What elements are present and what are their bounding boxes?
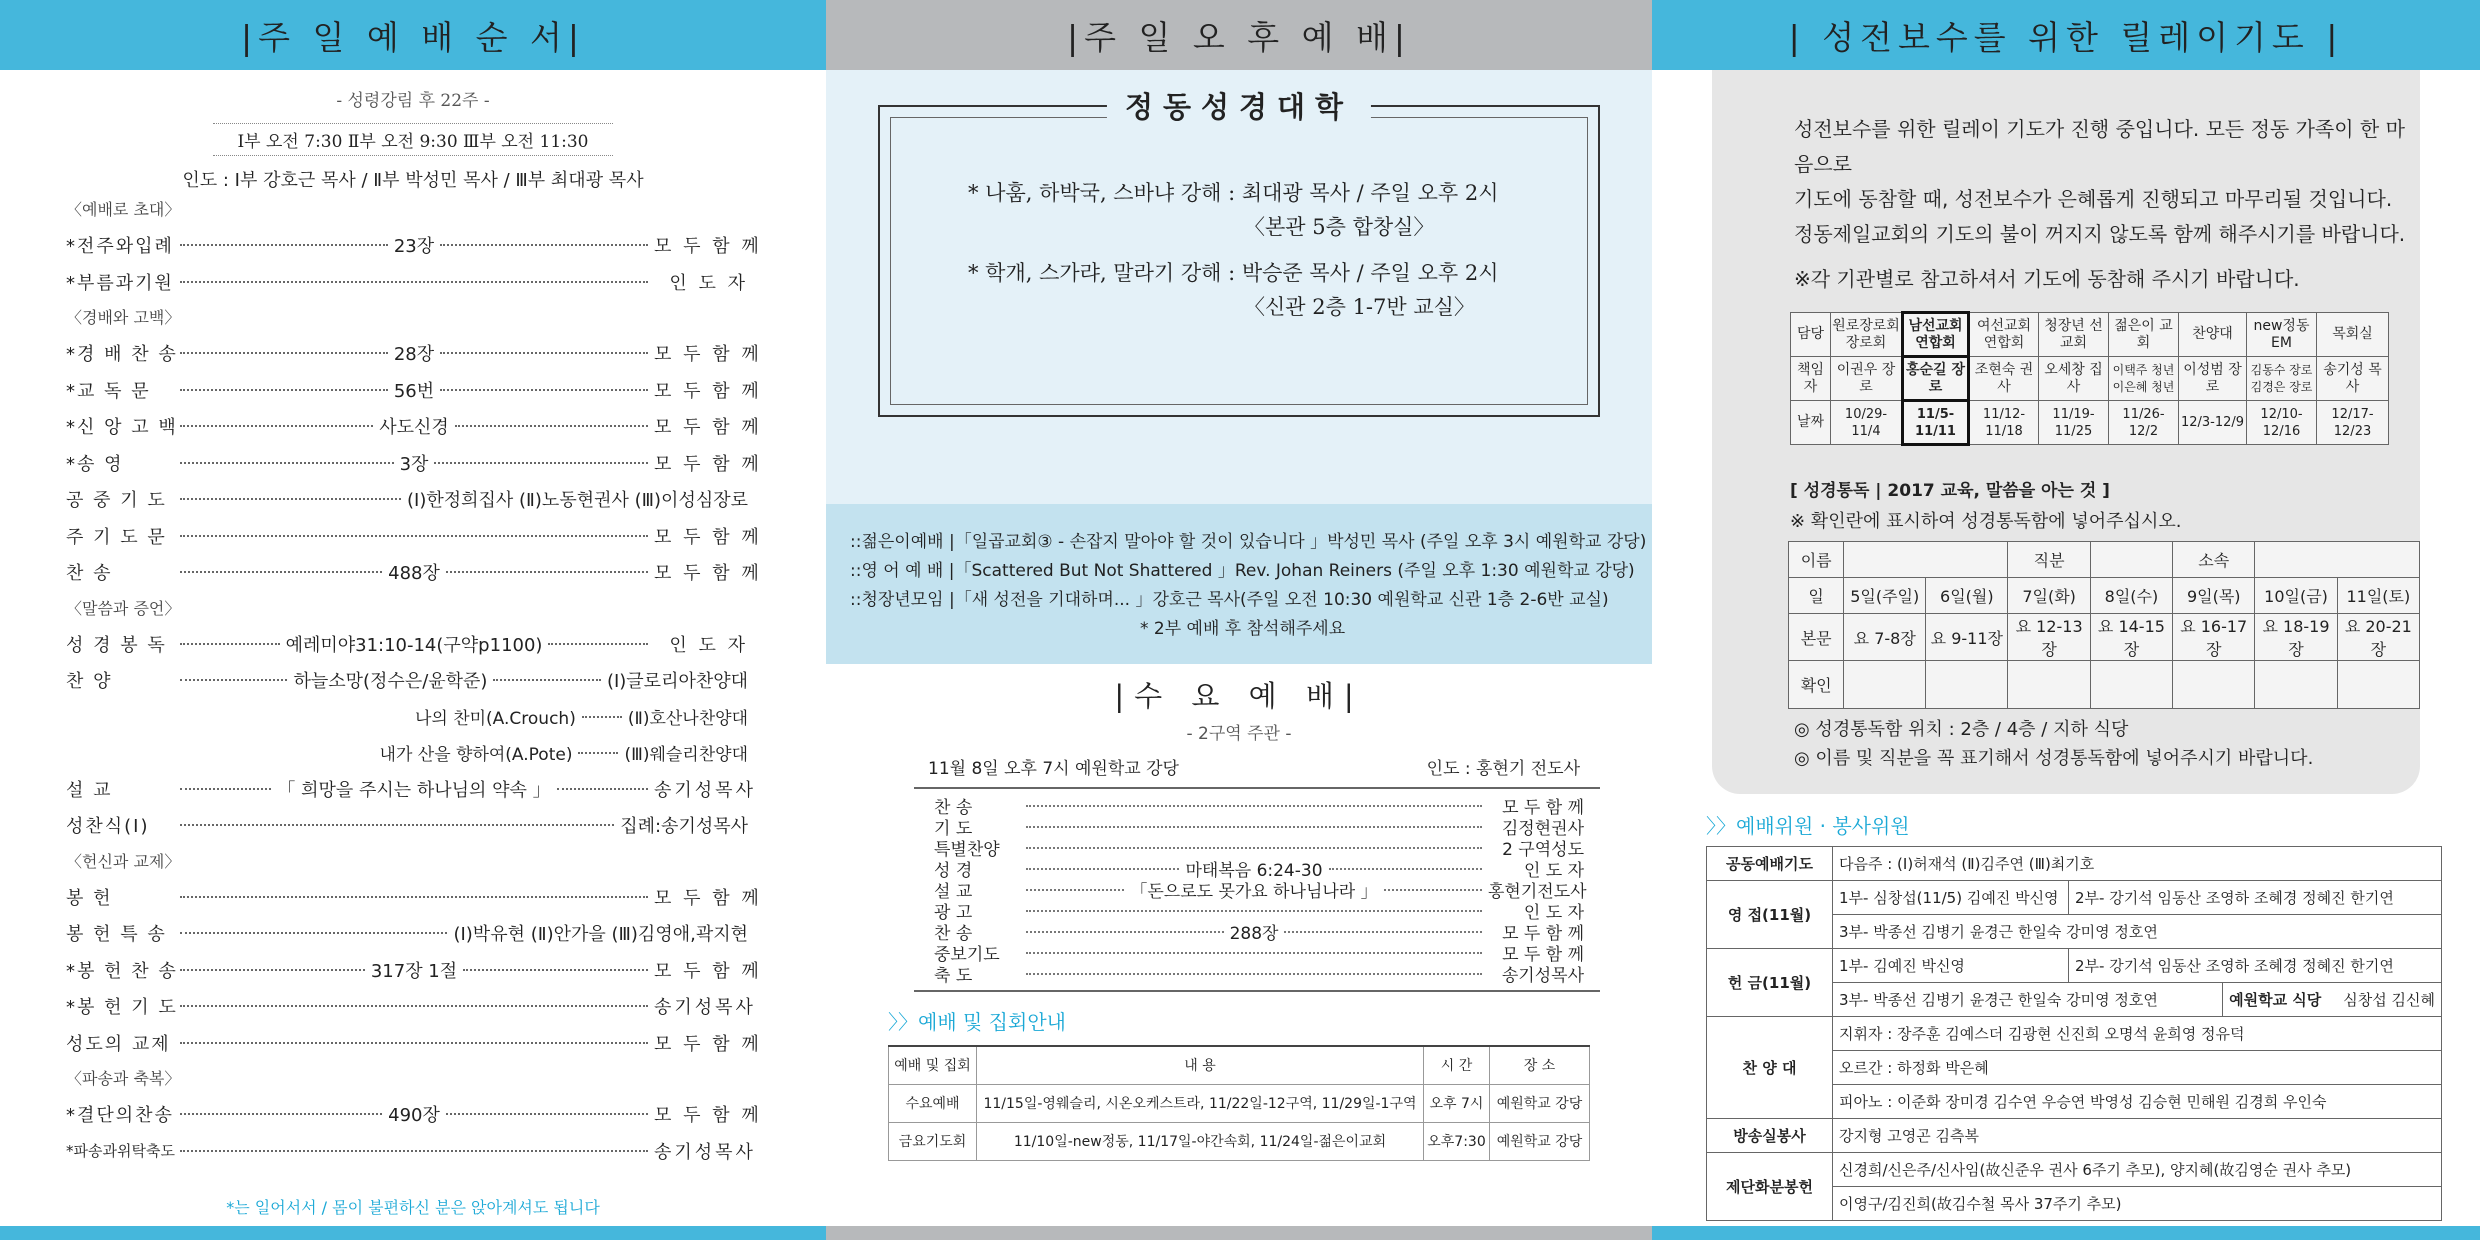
wed-row: 특별찬양 2 구역성도	[934, 840, 1584, 860]
panel-title: |주 일 예 배 순 서|	[0, 0, 826, 70]
order-row: 공 중 기 도 (Ⅰ)한정희집사 (Ⅱ)노동현권사 (Ⅲ)이성심장로	[66, 490, 748, 512]
section-label: 〈파송과 축복〉	[66, 1069, 181, 1088]
meeting-note: * 2부 예배 후 참석해주세요	[1140, 619, 1346, 639]
relay-prayer-panel	[1652, 0, 2480, 1240]
table-row: 3부- 박종선 김병기 윤경근 한일숙 강미영 정호연	[1707, 915, 2442, 949]
order-row: *송 영 3장 모 두 함 께	[66, 453, 762, 475]
wednesday-leader: 인도 : 홍현기 전도사	[1426, 759, 1580, 779]
panel-title: | 성전보수를 위한 릴레이기도 |	[1652, 0, 2480, 70]
course-line: * 학개, 스가랴, 말라기 강해 : 박승준 목사 / 주일 오후 2시	[968, 261, 1499, 285]
table-row: 공동예배기도 다음주 : (Ⅰ)허재석 (Ⅱ)김주연 (Ⅲ)최기호	[1707, 847, 2442, 881]
wednesday-section	[826, 664, 1652, 1226]
table-row: 3부- 박종선 김병기 윤경근 한일숙 강미영 정호연 예원학교 식당 심창섭 김신혜	[1707, 983, 2442, 1017]
check-box[interactable]	[2255, 661, 2337, 709]
order-row: 주 기 도 문 모 두 함 께	[66, 526, 762, 548]
order-row: *파송과위탁축도 송기성목사	[66, 1141, 756, 1163]
check-box[interactable]	[2337, 661, 2419, 709]
group-field[interactable]	[2255, 542, 2420, 578]
table-row: 담당 원로장로회 장로회 남선교회 연합회 여선교회 연합회 청장년 선교회 젊은이 교회 찬양대 new정동 EM 목회실	[1791, 313, 2389, 357]
wed-row: 광 고 인 도 자	[934, 903, 1584, 923]
bible-box-instruction: ◎ 이름 및 직분을 꼭 표기해서 성경통독함에 넣어주시기 바랍니다.	[1794, 748, 2314, 769]
course-room: 〈신관 2층 1-7반 교실〉	[1244, 295, 1475, 319]
order-row: 성도의 교제 모 두 함 께	[66, 1033, 762, 1055]
check-box[interactable]	[1926, 661, 2008, 709]
order-row: *경 배 찬 송 28장 모 두 함 께	[66, 344, 762, 366]
wed-row: 중보기도 모 두 함 께	[934, 945, 1584, 965]
intro-line: 기도에 동참할 때, 성전보수가 은혜롭게 진행되고 마무리될 것입니다.	[1794, 187, 2393, 211]
section-label: 〈헌신과 교제〉	[66, 851, 181, 871]
order-row: 설 교 「 희망을 주시는 하나님의 약속 」 송기성목사	[66, 779, 756, 801]
order-row: *교 독 문 56번 모 두 함 께	[66, 380, 762, 402]
wednesday-title: |수 요 예 배|	[1114, 679, 1364, 713]
bottom-bar	[0, 1226, 826, 1240]
bible-reading-table	[1788, 541, 2420, 709]
order-row: 성찬식(Ⅰ) 집례:송기성목사	[66, 816, 748, 838]
table-row: 날짜 10/29-11/4 11/5-11/11 11/12-11/18 11/19-11/25 11/26-12/2 12/3-12/9 12/10-12/16 12/17-12/23	[1791, 401, 2389, 445]
volunteers-table	[1706, 846, 2442, 1221]
bible-box-location: ◎ 성경통독함 위치 : 2층 / 4층 / 지하 식당	[1794, 719, 2129, 740]
order-row: *신 앙 고 백 사도신경 모 두 함 께	[66, 417, 762, 439]
wed-row: 축 도 송기성목사	[934, 966, 1584, 986]
wed-row: 찬 송 288장 모 두 함 께	[934, 924, 1584, 944]
bottom-bar	[826, 1226, 1652, 1240]
course-room: 〈본관 5층 합창실〉	[1244, 215, 1435, 239]
meeting-line: ::영 어 예 배 |「Scattered But Not Shattered 」Rev. Johan Reiners (주일 오후 1:30 예원학교 강당)	[850, 561, 1635, 581]
sunday-afternoon-panel	[826, 0, 1652, 1240]
wednesday-order	[914, 787, 1600, 992]
table-row: 금요기도회 11/10일-new정동, 11/17일-야간속회, 11/24일-젊은이교회 오후7:30 예원학교 강당	[889, 1122, 1590, 1160]
meeting-info-table	[888, 1045, 1590, 1161]
table-row: 헌 금(11월) 1부- 김예진 박신영 2부- 강기석 임동산 조영하 조혜경 정혜진 한기연	[1707, 949, 2442, 983]
relay-prayer-box	[1712, 70, 2420, 794]
table-row: 책임자 이권우 장로 홍순길 장로 조현숙 권사 오세창 집사 이택주 청년 이은혜 청년 이성범 장로 김동수 장로 김경은 장로 송기성 목사	[1791, 357, 2389, 401]
course-line: * 나훔, 하박국, 스바냐 강해 : 최대광 목사 / 주일 오후 2시	[968, 181, 1499, 205]
table-row: 일 5일(주일) 6일(월) 7일(화) 8일(수) 9일(목) 10일(금) 11일(토)	[1789, 578, 2420, 614]
praise-row: 나의 찬미(A.Crouch) (Ⅱ)호산나찬양대	[414, 709, 748, 729]
table-row: 방송실봉사 강지형 고영곤 김측복	[1707, 1119, 2442, 1153]
order-row: 봉 헌 모 두 함 께	[66, 887, 762, 909]
wed-row: 기 도 김정현권사	[934, 819, 1584, 839]
meeting-line: ::젊은이예배 |「일곱교회③ - 손잡지 말아야 할 것이 있습니다 」박성민 목사 (주일 오후 3시 예원학교 강당)	[850, 532, 1647, 552]
meeting-info-title: 〉〉예배 및 집회안내	[888, 1010, 1066, 1034]
check-box[interactable]	[2173, 661, 2255, 709]
table-row: 영 접(11월) 1부- 심창섭(11/5) 김예진 박신영 2부- 강기석 임동산 조영하 조혜경 정혜진 한기연	[1707, 881, 2442, 915]
table-row: 확인	[1789, 661, 2420, 709]
section-label: 〈경배와 고백〉	[66, 308, 181, 327]
table-row: 오르간 : 하정화 박은혜	[1707, 1051, 2442, 1085]
order-row: *봉 헌 찬 송 317장 1절 모 두 함 께	[66, 960, 762, 982]
section-label: 〈말씀과 증언〉	[66, 598, 181, 618]
table-header: 예배 및 집회 내 용 시 간 장 소	[889, 1046, 1590, 1084]
section-label: 〈예배로 초대〉	[66, 200, 181, 219]
intro-note: ※각 기관별로 참고하셔서 기도에 동참해 주시기 바랍니다.	[1794, 267, 2300, 291]
table-row: 찬 양 대 지휘자 : 장주훈 김예스더 김광현 신진희 오명석 윤희영 정유덕	[1707, 1017, 2442, 1051]
wed-row: 찬 송 모 두 함 께	[934, 798, 1584, 818]
order-row: *결단의찬송 490장 모 두 함 께	[66, 1105, 762, 1127]
wednesday-date: 11월 8일 오후 7시 예원학교 강당	[928, 759, 1179, 779]
check-box[interactable]	[2008, 661, 2090, 709]
order-row: 봉 헌 특 송 (Ⅰ)박유현 (Ⅱ)안가을 (Ⅲ)김영애,곽지현	[66, 924, 748, 946]
bible-reading-note: ※ 확인란에 표시하여 성경통독함에 넣어주십시오.	[1790, 511, 2182, 532]
table-row: 이영구/김진희(故김수철 목사 37주기 추모)	[1707, 1187, 2442, 1221]
order-row: 성 경 봉 독 예레미야31:10-14(구약p1100) 인 도 자	[66, 634, 749, 656]
intro-line: 성전보수를 위한 릴레이 기도가 진행 중입니다. 모든 정동 가족이 한 마음으로	[1794, 117, 2405, 176]
table-row: 피아노 : 이준화 장미경 김수연 우승연 박영성 김승현 민해원 김경희 우인숙	[1707, 1085, 2442, 1119]
sunday-service-order-panel	[0, 0, 826, 1240]
intro-line: 정동제일교회의 기도의 불이 꺼지지 않도록 함께 해주시기를 바랍니다.	[1794, 222, 2406, 246]
bible-college-box	[878, 90, 1600, 417]
check-box[interactable]	[1844, 661, 1926, 709]
afternoon-meetings	[826, 504, 1652, 664]
order-row: *부름과기원 인 도 자	[66, 272, 748, 294]
season-label: - 성령강림 후 22주 -	[336, 91, 490, 111]
table-row: 수요예배 11/15일-영웨슬리, 시온오케스트라, 11/22일-12구역, 11/29일-1구역 오후 7시 예원학교 강당	[889, 1084, 1590, 1122]
name-field[interactable]	[1844, 542, 2008, 578]
order-row: *전주와입례 23장 모 두 함 께	[66, 236, 762, 258]
wednesday-sub: - 2구역 주관 -	[1186, 724, 1292, 744]
table-row: 이름 직분 소속	[1789, 542, 2420, 578]
meeting-line: ::청장년모임 |「새 성전을 기대하며... 」강호근 목사(주일 오전 10:30 예원학교 신관 1층 2-6반 교실)	[850, 590, 1609, 610]
order-row: *봉 헌 기 도 송기성목사	[66, 997, 756, 1019]
order-row: 찬 양 하늘소망(정수은/윤학준) (Ⅰ)글로리아찬양대	[66, 671, 749, 693]
bottom-bar	[1652, 1226, 2480, 1240]
service-times: Ⅰ부 오전 7:30 Ⅱ부 오전 9:30 Ⅲ부 오전 11:30	[213, 123, 613, 156]
bible-reading-heading: [ 성경통독 | 2017 교육, 말씀을 아는 것 ]	[1790, 481, 2110, 501]
volunteers-title: 〉〉예배위원 · 봉사위원	[1706, 814, 1910, 838]
praise-row: 내가 산을 향하여(A.Pote) (Ⅲ)웨슬리찬양대	[379, 745, 748, 765]
leader-line: 인도 : Ⅰ부 강호근 목사 / Ⅱ부 박성민 목사 / Ⅲ부 최대광 목사	[182, 170, 644, 191]
relay-table	[1790, 311, 2389, 446]
table-row: 제단화분봉헌 신경희/신은주/신사임(故신준우 권사 6주기 추모), 양지혜(故김영순 권사 추모)	[1707, 1153, 2442, 1187]
bible-college-title: 정동성경대학	[1107, 85, 1371, 126]
wed-row: 성 경 마태복음 6:24-30 인 도 자	[934, 861, 1585, 881]
check-box[interactable]	[2090, 661, 2172, 709]
table-row: 본문 요 7-8장 요 9-11장 요 12-13장 요 14-15장 요 16-17장 요 18-19장 요 20-21장	[1789, 614, 2420, 661]
order-row: 찬 송 488장 모 두 함 께	[66, 563, 762, 585]
position-field[interactable]	[2090, 542, 2172, 578]
standing-note: *는 일어서서 / 몸이 불편하신 분은 앉아계셔도 됩니다	[226, 1198, 600, 1217]
wed-row: 설 교 「돈으로도 못가요 하나님나라 」 홍현기전도사	[934, 882, 1587, 902]
panel-title: |주 일 오 후 예 배|	[826, 0, 1652, 70]
